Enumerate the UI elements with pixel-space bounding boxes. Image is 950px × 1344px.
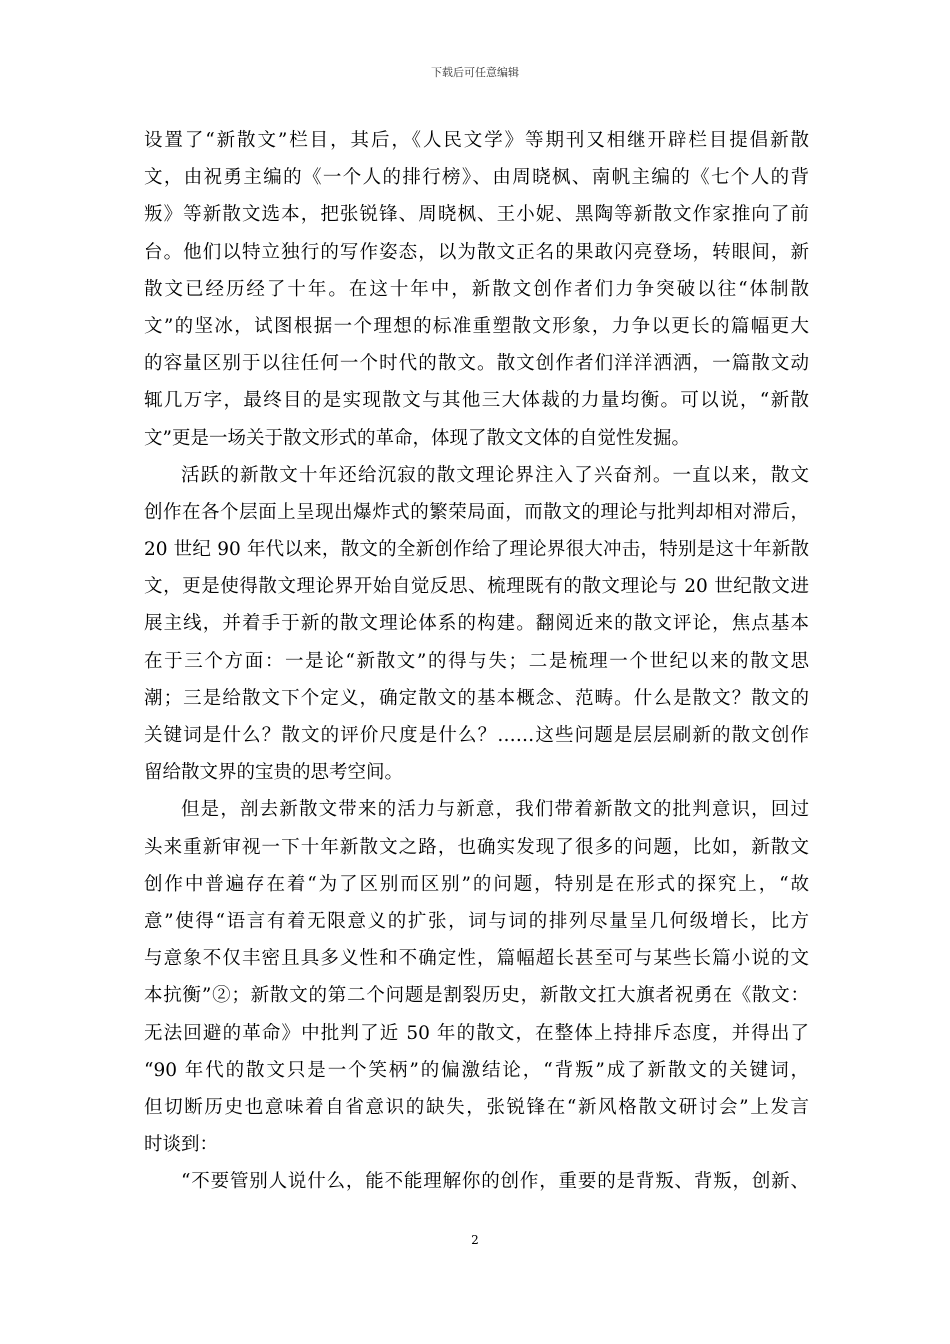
text-line: 在于三个方面：一是论“新散文”的得与失；二是梳理一个世纪以来的散文思 <box>144 650 809 672</box>
text-line: “90 年代的散文只是一个笑柄”的偏激结论，“背叛”成了新散文的关键词， <box>144 1059 809 1081</box>
paragraph-first-line: 活跃的新散文十年还给沉寂的散文理论界注入了兴奋剂。一直以来，散文 <box>181 464 809 486</box>
text-line: 关键词是什么？散文的评价尺度是什么？……这些问题是层层刷新的散文创作 <box>144 725 809 746</box>
text-line: 文，由祝勇主编的《一个人的排行榜》、由周晓枫、南帆主编的《七个人的背 <box>144 167 809 189</box>
page-header: 下载后可任意编辑 <box>431 66 519 79</box>
text-line: 与意象不仅丰密且具多义性和不确定性，篇幅超长甚至可与某些长篇小说的文 <box>144 948 809 970</box>
text-line: 留给散文界的宝贵的思考空间。 <box>144 762 404 784</box>
text-line: 20 世纪 90 年代以来，散文的全新创作给了理论界很大冲击，特别是这十年新散 <box>144 539 809 561</box>
text-line: 本抗衡”②；新散文的第二个问题是割裂历史，新散文扛大旗者祝勇在《散文： <box>144 985 809 1007</box>
text-line: 辄几万字，最终目的是实现散文与其他三大体裁的力量均衡。可以说，“新散 <box>144 390 809 412</box>
body-text <box>144 122 809 1200</box>
text-line: 文”更是一场关于散文形式的革命，体现了散文文体的自觉性发掘。 <box>144 427 690 449</box>
text-line: 潮；三是给散文下个定义，确定散文的基本概念、范畴。什么是散文？散文的 <box>144 687 809 709</box>
text-line: 的容量区别于以往任何一个时代的散文。散文创作者们洋洋洒洒，一篇散文动 <box>144 353 809 375</box>
text-line: 设置了“新散文”栏目，其后，《人民文学》等期刊又相继开辟栏目提倡新散 <box>144 130 809 151</box>
text-line: 无法回避的革命》中批判了近 50 年的散文，在整体上持排斥态度，并得出了 <box>144 1022 809 1044</box>
quote-first-line: “不要管别人说什么，能不能理解你的创作，重要的是背叛、背叛，创新、 <box>181 1171 809 1193</box>
text-line: 叛》等新散文选本，把张锐锋、周晓枫、王小妮、黑陶等新散文作家推向了前 <box>144 204 809 226</box>
page-number: 2 <box>471 1233 479 1247</box>
text-line: 展主线，并着手于新的散文理论体系的构建。翻阅近来的散文评论，焦点基本 <box>144 613 809 635</box>
text-line: 文”的坚冰，试图根据一个理想的标准重塑散文形象，力争以更长的篇幅更大 <box>144 315 809 337</box>
text-line: 散文已经历经了十年。在这十年中，新散文创作者们力争突破以往“体制散 <box>144 278 809 300</box>
text-line: 时谈到： <box>144 1134 219 1156</box>
text-line: 台。他们以特立独行的写作姿态，以为散文正名的果敢闪亮登场，转眼间，新 <box>144 241 809 263</box>
text-line: 意”使得“语言有着无限意义的扩张，词与词的排列尽量呈几何级增长，比方 <box>144 910 809 932</box>
text-line: 创作中普遍存在着“为了区别而区别”的问题，特别是在形式的探究上，“故 <box>144 873 809 895</box>
paragraph-first-line: 但是，剖去新散文带来的活力与新意，我们带着新散文的批判意识，回过 <box>181 799 809 821</box>
text-line: 头来重新审视一下十年新散文之路，也确实发现了很多的问题，比如，新散文 <box>144 836 809 858</box>
text-line: 文，更是使得散文理论界开始自觉反思、梳理既有的散文理论与 20 世纪散文进 <box>144 576 809 598</box>
text-line: 创作在各个层面上呈现出爆炸式的繁荣局面，而散文的理论与批判却相对滞后， <box>144 501 809 523</box>
text-line: 但切断历史也意味着自省意识的缺失，张锐锋在“新风格散文研讨会”上发言 <box>144 1096 809 1118</box>
